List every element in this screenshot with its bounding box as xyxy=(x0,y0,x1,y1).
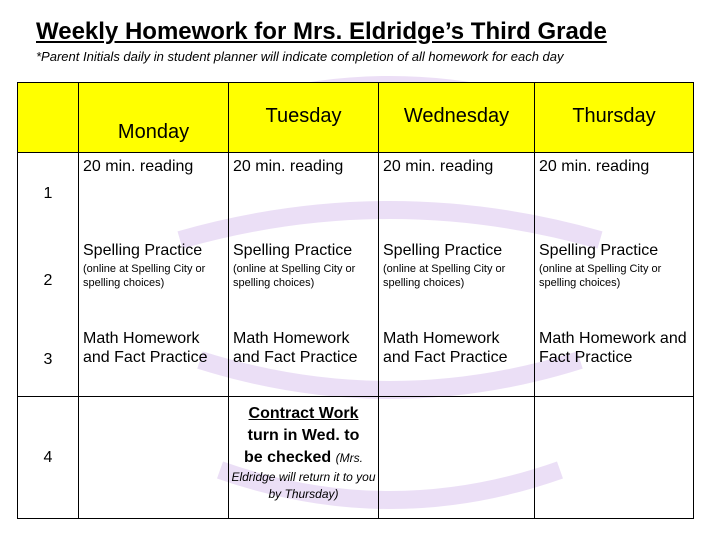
cell-main-text: Spelling Practice xyxy=(383,241,503,259)
row-number: 4 xyxy=(18,397,79,519)
cell-contract-tuesday xyxy=(229,397,379,519)
cell-main-text: Spelling Practice xyxy=(83,241,203,259)
cell-main-text: Spelling Practice xyxy=(539,241,659,259)
cell-reading-thursday: 20 min. reading xyxy=(535,153,694,237)
cell-reading-tuesday: 20 min. reading xyxy=(229,153,379,237)
row-number: 1 xyxy=(18,153,79,237)
table-row xyxy=(18,153,694,237)
cell-math-wednesday: Math Homework and Fact Practice xyxy=(379,325,535,397)
cell-main-text: Spelling Practice xyxy=(233,241,353,259)
contract-line2: turn in Wed. to xyxy=(247,427,360,444)
contract-line3: be checked xyxy=(244,449,332,466)
cell-reading-monday: 20 min. reading xyxy=(79,153,229,237)
day-header-monday: Monday xyxy=(79,83,229,153)
cell-spelling-monday xyxy=(79,237,229,325)
cell-math-tuesday: Math Homework and Fact Practice xyxy=(229,325,379,397)
contract-title: Contract Work xyxy=(248,405,359,422)
page-title: Weekly Homework for Mrs. Eldridge’s Third Grade xyxy=(36,18,607,45)
cell-sub-text: (online at Spelling City or spelling choices) xyxy=(383,262,506,289)
contract-sub-text: Eldridge will return it to you by Thursday) xyxy=(231,470,376,501)
day-header-tuesday: Tuesday xyxy=(229,83,379,153)
cell-spelling-tuesday xyxy=(229,237,379,325)
table-row xyxy=(18,325,694,397)
cell-empty-thursday xyxy=(535,397,694,519)
cell-spelling-thursday xyxy=(535,237,694,325)
cell-empty-monday xyxy=(79,397,229,519)
table-row xyxy=(18,237,694,325)
homework-table xyxy=(17,82,694,519)
cell-spelling-wednesday xyxy=(379,237,535,325)
cell-reading-wednesday: 20 min. reading xyxy=(379,153,535,237)
contract-note: (Mrs. xyxy=(335,451,363,465)
header-row xyxy=(18,83,694,153)
day-header-thursday: Thursday xyxy=(535,83,694,153)
cell-sub-text: (online at Spelling City or spelling choices) xyxy=(83,262,206,289)
cell-math-monday: Math Homework and Fact Practice xyxy=(79,325,229,397)
row-number: 2 xyxy=(18,237,79,325)
day-header-wednesday: Wednesday xyxy=(379,83,535,153)
cell-sub-text: (online at Spelling City or spelling choices) xyxy=(539,262,662,289)
header-corner xyxy=(18,83,79,153)
page-subtitle: *Parent Initials daily in student planner will indicate completion of all homework for each day xyxy=(36,49,564,64)
cell-empty-wednesday xyxy=(379,397,535,519)
row-number: 3 xyxy=(18,325,79,397)
cell-math-thursday: Math Homework and Fact Practice xyxy=(535,325,694,397)
contract-heading xyxy=(229,397,378,469)
cell-sub-text: (online at Spelling City or spelling choices) xyxy=(233,262,356,289)
table-row xyxy=(18,397,694,519)
